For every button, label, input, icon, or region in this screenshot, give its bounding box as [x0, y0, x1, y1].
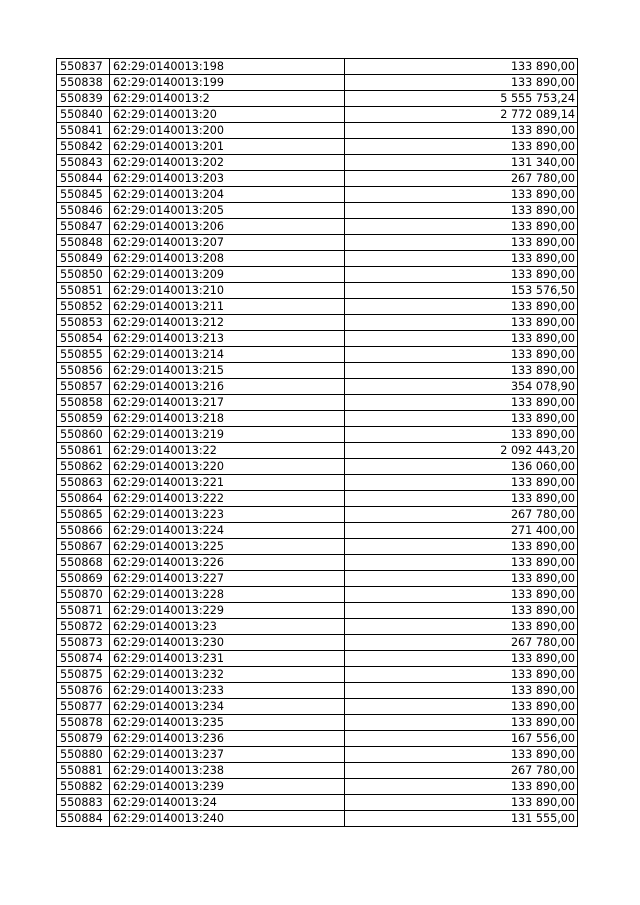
cadastral-number-cell: 62:29:0140013:24 — [110, 795, 345, 811]
cadastral-number-cell: 62:29:0140013:227 — [110, 571, 345, 587]
row-id-cell: 550883 — [57, 795, 110, 811]
table-row — [57, 523, 578, 539]
cadastral-number-cell: 62:29:0140013:220 — [110, 459, 345, 475]
row-id-cell: 550880 — [57, 747, 110, 763]
cadastral-value-cell: 133 890,00 — [345, 587, 578, 603]
row-id-cell: 550840 — [57, 107, 110, 123]
cadastral-value-cell: 131 555,00 — [345, 811, 578, 827]
table-row — [57, 491, 578, 507]
table-row — [57, 187, 578, 203]
cadastral-number-cell: 62:29:0140013:205 — [110, 203, 345, 219]
row-id-cell: 550863 — [57, 475, 110, 491]
row-id-cell: 550871 — [57, 603, 110, 619]
cadastral-number-cell: 62:29:0140013:216 — [110, 379, 345, 395]
row-id-cell: 550879 — [57, 731, 110, 747]
cadastral-value-cell: 153 576,50 — [345, 283, 578, 299]
cadastral-value-cell: 354 078,90 — [345, 379, 578, 395]
cadastral-number-cell: 62:29:0140013:23 — [110, 619, 345, 635]
cadastral-value-cell: 133 890,00 — [345, 603, 578, 619]
cadastral-value-cell: 133 890,00 — [345, 203, 578, 219]
table-row — [57, 315, 578, 331]
cadastral-number-cell: 62:29:0140013:204 — [110, 187, 345, 203]
row-id-cell: 550874 — [57, 651, 110, 667]
cadastral-number-cell: 62:29:0140013:234 — [110, 699, 345, 715]
table-row — [57, 299, 578, 315]
table-row — [57, 731, 578, 747]
row-id-cell: 550878 — [57, 715, 110, 731]
table-row — [57, 715, 578, 731]
table-row — [57, 139, 578, 155]
table-row — [57, 91, 578, 107]
row-id-cell: 550867 — [57, 539, 110, 555]
cadastral-value-cell: 136 060,00 — [345, 459, 578, 475]
table-row — [57, 331, 578, 347]
table-row — [57, 699, 578, 715]
cadastral-number-cell: 62:29:0140013:20 — [110, 107, 345, 123]
cadastral-value-cell: 133 890,00 — [345, 235, 578, 251]
row-id-cell: 550877 — [57, 699, 110, 715]
cadastral-value-cell: 2 092 443,20 — [345, 443, 578, 459]
cadastral-number-cell: 62:29:0140013:240 — [110, 811, 345, 827]
table-row — [57, 347, 578, 363]
cadastral-value-cell: 167 556,00 — [345, 731, 578, 747]
table-row — [57, 811, 578, 827]
cadastral-value-cell: 131 340,00 — [345, 155, 578, 171]
table-row — [57, 651, 578, 667]
row-id-cell: 550842 — [57, 139, 110, 155]
table-row — [57, 427, 578, 443]
cadastral-number-cell: 62:29:0140013:219 — [110, 427, 345, 443]
table-row — [57, 379, 578, 395]
cadastral-number-cell: 62:29:0140013:230 — [110, 635, 345, 651]
cadastral-value-cell: 133 890,00 — [345, 683, 578, 699]
cadastral-value-cell: 267 780,00 — [345, 171, 578, 187]
table-row — [57, 411, 578, 427]
cadastral-value-cell: 133 890,00 — [345, 539, 578, 555]
table-row — [57, 235, 578, 251]
row-id-cell: 550841 — [57, 123, 110, 139]
row-id-cell: 550847 — [57, 219, 110, 235]
row-id-cell: 550844 — [57, 171, 110, 187]
row-id-cell: 550864 — [57, 491, 110, 507]
table-row — [57, 587, 578, 603]
cadastral-number-cell: 62:29:0140013:237 — [110, 747, 345, 763]
cadastral-value-cell: 133 890,00 — [345, 251, 578, 267]
table-row — [57, 635, 578, 651]
cadastral-number-cell: 62:29:0140013:233 — [110, 683, 345, 699]
row-id-cell: 550854 — [57, 331, 110, 347]
cadastral-number-cell: 62:29:0140013:213 — [110, 331, 345, 347]
cadastral-number-cell: 62:29:0140013:208 — [110, 251, 345, 267]
table-row — [57, 779, 578, 795]
cadastral-number-cell: 62:29:0140013:224 — [110, 523, 345, 539]
cadastral-number-cell: 62:29:0140013:231 — [110, 651, 345, 667]
cadastral-number-cell: 62:29:0140013:229 — [110, 603, 345, 619]
cadastral-number-cell: 62:29:0140013:221 — [110, 475, 345, 491]
cadastral-number-cell: 62:29:0140013:201 — [110, 139, 345, 155]
table-row — [57, 475, 578, 491]
cadastral-number-cell: 62:29:0140013:236 — [110, 731, 345, 747]
cadastral-value-cell: 5 555 753,24 — [345, 91, 578, 107]
table-row — [57, 507, 578, 523]
table-row — [57, 443, 578, 459]
row-id-cell: 550837 — [57, 59, 110, 75]
cadastral-value-cell: 133 890,00 — [345, 555, 578, 571]
cadastral-value-cell: 133 890,00 — [345, 475, 578, 491]
row-id-cell: 550857 — [57, 379, 110, 395]
cadastral-number-cell: 62:29:0140013:2 — [110, 91, 345, 107]
row-id-cell: 550882 — [57, 779, 110, 795]
cadastral-value-cell: 133 890,00 — [345, 347, 578, 363]
cadastral-value-cell: 133 890,00 — [345, 571, 578, 587]
row-id-cell: 550861 — [57, 443, 110, 459]
cadastral-value-table — [56, 58, 578, 827]
cadastral-value-cell: 133 890,00 — [345, 667, 578, 683]
cadastral-value-cell: 133 890,00 — [345, 747, 578, 763]
row-id-cell: 550843 — [57, 155, 110, 171]
table-row — [57, 267, 578, 283]
cadastral-number-cell: 62:29:0140013:212 — [110, 315, 345, 331]
cadastral-number-cell: 62:29:0140013:200 — [110, 123, 345, 139]
cadastral-value-cell: 133 890,00 — [345, 75, 578, 91]
cadastral-number-cell: 62:29:0140013:207 — [110, 235, 345, 251]
cadastral-value-cell: 133 890,00 — [345, 363, 578, 379]
cadastral-value-cell: 271 400,00 — [345, 523, 578, 539]
cadastral-number-cell: 62:29:0140013:198 — [110, 59, 345, 75]
table-row — [57, 763, 578, 779]
cadastral-number-cell: 62:29:0140013:203 — [110, 171, 345, 187]
row-id-cell: 550862 — [57, 459, 110, 475]
row-id-cell: 550838 — [57, 75, 110, 91]
cadastral-number-cell: 62:29:0140013:206 — [110, 219, 345, 235]
row-id-cell: 550865 — [57, 507, 110, 523]
cadastral-value-cell: 133 890,00 — [345, 427, 578, 443]
row-id-cell: 550860 — [57, 427, 110, 443]
cadastral-value-cell: 133 890,00 — [345, 411, 578, 427]
row-id-cell: 550846 — [57, 203, 110, 219]
cadastral-value-cell: 267 780,00 — [345, 763, 578, 779]
table-row — [57, 75, 578, 91]
cadastral-number-cell: 62:29:0140013:211 — [110, 299, 345, 315]
row-id-cell: 550855 — [57, 347, 110, 363]
cadastral-number-cell: 62:29:0140013:225 — [110, 539, 345, 555]
row-id-cell: 550848 — [57, 235, 110, 251]
cadastral-value-cell: 2 772 089,14 — [345, 107, 578, 123]
cadastral-number-cell: 62:29:0140013:199 — [110, 75, 345, 91]
cadastral-number-cell: 62:29:0140013:223 — [110, 507, 345, 523]
cadastral-value-cell: 133 890,00 — [345, 219, 578, 235]
cadastral-number-cell: 62:29:0140013:218 — [110, 411, 345, 427]
row-id-cell: 550881 — [57, 763, 110, 779]
table-row — [57, 555, 578, 571]
row-id-cell: 550859 — [57, 411, 110, 427]
cadastral-number-cell: 62:29:0140013:217 — [110, 395, 345, 411]
table-row — [57, 155, 578, 171]
table-row — [57, 171, 578, 187]
cadastral-value-cell: 133 890,00 — [345, 795, 578, 811]
cadastral-number-cell: 62:29:0140013:202 — [110, 155, 345, 171]
table-row — [57, 203, 578, 219]
cadastral-number-cell: 62:29:0140013:228 — [110, 587, 345, 603]
table-row — [57, 251, 578, 267]
cadastral-number-cell: 62:29:0140013:214 — [110, 347, 345, 363]
cadastral-number-cell: 62:29:0140013:210 — [110, 283, 345, 299]
cadastral-value-cell: 267 780,00 — [345, 507, 578, 523]
row-id-cell: 550858 — [57, 395, 110, 411]
row-id-cell: 550856 — [57, 363, 110, 379]
row-id-cell: 550876 — [57, 683, 110, 699]
cadastral-number-cell: 62:29:0140013:226 — [110, 555, 345, 571]
cadastral-value-cell: 133 890,00 — [345, 59, 578, 75]
row-id-cell: 550872 — [57, 619, 110, 635]
table-row — [57, 747, 578, 763]
cadastral-value-cell: 133 890,00 — [345, 315, 578, 331]
table-row — [57, 363, 578, 379]
cadastral-value-cell: 133 890,00 — [345, 123, 578, 139]
row-id-cell: 550839 — [57, 91, 110, 107]
cadastral-value-cell: 133 890,00 — [345, 331, 578, 347]
row-id-cell: 550873 — [57, 635, 110, 651]
table-body — [57, 59, 578, 827]
row-id-cell: 550866 — [57, 523, 110, 539]
cadastral-number-cell: 62:29:0140013:238 — [110, 763, 345, 779]
cadastral-value-cell: 133 890,00 — [345, 651, 578, 667]
table-row — [57, 603, 578, 619]
cadastral-number-cell: 62:29:0140013:235 — [110, 715, 345, 731]
row-id-cell: 550870 — [57, 587, 110, 603]
cadastral-value-cell: 133 890,00 — [345, 619, 578, 635]
row-id-cell: 550845 — [57, 187, 110, 203]
row-id-cell: 550884 — [57, 811, 110, 827]
table-row — [57, 123, 578, 139]
table-row — [57, 107, 578, 123]
cadastral-value-cell: 133 890,00 — [345, 139, 578, 155]
row-id-cell: 550853 — [57, 315, 110, 331]
cadastral-number-cell: 62:29:0140013:215 — [110, 363, 345, 379]
row-id-cell: 550851 — [57, 283, 110, 299]
table-row — [57, 619, 578, 635]
row-id-cell: 550868 — [57, 555, 110, 571]
row-id-cell: 550849 — [57, 251, 110, 267]
table-row — [57, 683, 578, 699]
cadastral-number-cell: 62:29:0140013:232 — [110, 667, 345, 683]
cadastral-value-cell: 133 890,00 — [345, 699, 578, 715]
cadastral-number-cell: 62:29:0140013:22 — [110, 443, 345, 459]
row-id-cell: 550852 — [57, 299, 110, 315]
table-row — [57, 539, 578, 555]
table-row — [57, 395, 578, 411]
cadastral-value-cell: 133 890,00 — [345, 267, 578, 283]
table-row — [57, 795, 578, 811]
cadastral-number-cell: 62:29:0140013:239 — [110, 779, 345, 795]
cadastral-value-cell: 133 890,00 — [345, 299, 578, 315]
row-id-cell: 550875 — [57, 667, 110, 683]
table-row — [57, 219, 578, 235]
cadastral-value-cell: 133 890,00 — [345, 491, 578, 507]
table-row — [57, 283, 578, 299]
table-row — [57, 459, 578, 475]
cadastral-value-cell: 133 890,00 — [345, 715, 578, 731]
table-row — [57, 667, 578, 683]
table-row — [57, 571, 578, 587]
table-row — [57, 59, 578, 75]
cadastral-number-cell: 62:29:0140013:222 — [110, 491, 345, 507]
row-id-cell: 550850 — [57, 267, 110, 283]
cadastral-number-cell: 62:29:0140013:209 — [110, 267, 345, 283]
row-id-cell: 550869 — [57, 571, 110, 587]
cadastral-value-cell: 267 780,00 — [345, 635, 578, 651]
cadastral-value-cell: 133 890,00 — [345, 395, 578, 411]
cadastral-value-cell: 133 890,00 — [345, 187, 578, 203]
cadastral-value-cell: 133 890,00 — [345, 779, 578, 795]
